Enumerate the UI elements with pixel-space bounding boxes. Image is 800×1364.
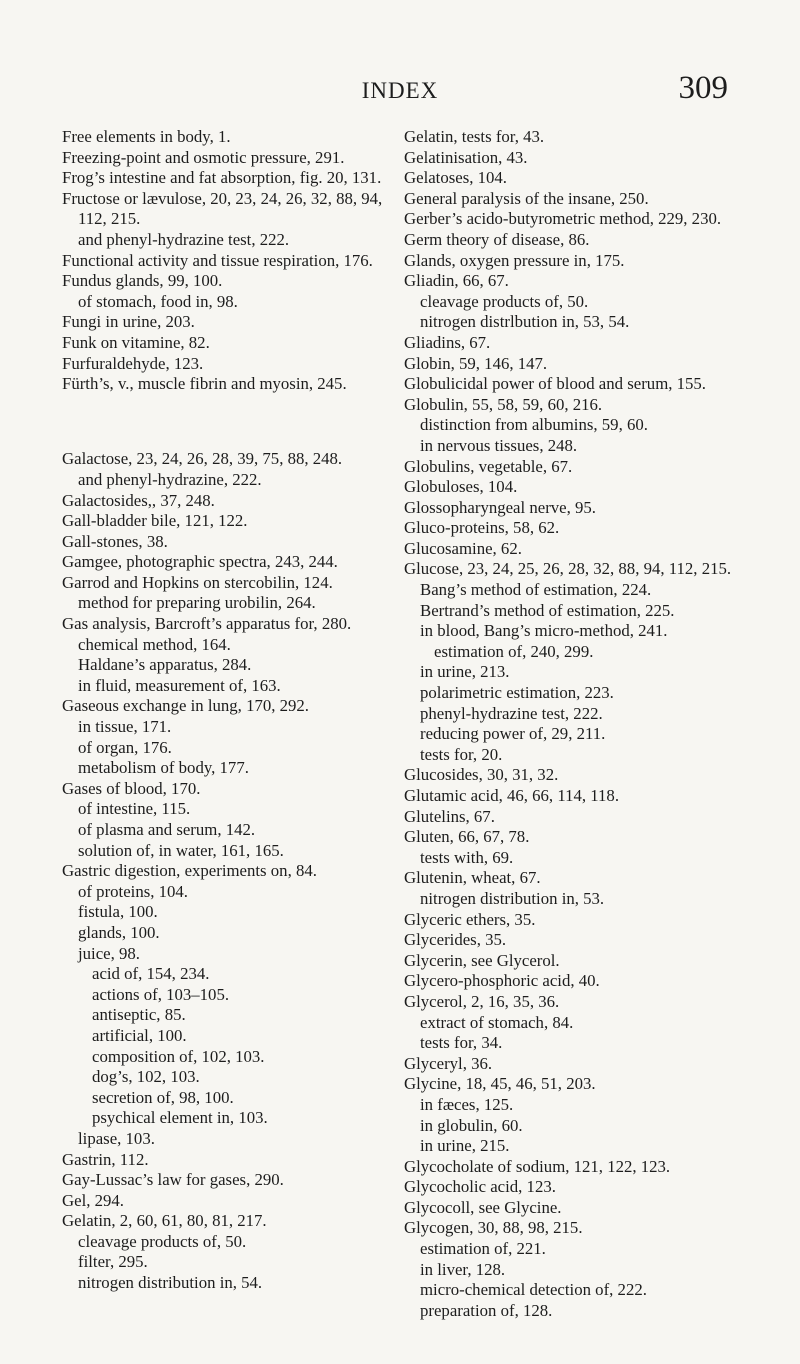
index-subentry: of stomach, food in, 98. [78,291,238,311]
index-entry: Gay-Lussac’s law for gases, 290. [62,1170,284,1190]
index-subentry: Haldane’s apparatus, 284. [78,655,252,675]
index-entry: Globulin, 55, 58, 59, 60, 216. [404,394,603,414]
index-subentry: Bertrand’s method of estimation, 225. [420,600,675,620]
index-entry: General paralysis of the insane, 250. [404,188,649,208]
index-entry: Glucose, 23, 24, 25, 26, 28, 32, 88, 94, 112, 215. [404,559,732,579]
index-subentry: tests with, 69. [420,847,514,867]
index-subentry: antiseptic, 85. [92,1005,186,1025]
index-entry: Globin, 59, 146, 147. [404,353,548,373]
index-subentry: in fluid, measurement of, 163. [78,675,281,695]
index-subentry: of plasma and serum, 142. [78,820,256,839]
index-entry: Frog’s intestine and fat absorption, fig. 20, 131. [62,168,382,188]
index-entry: Gaseous exchange in lung, 170, 292. [62,696,310,716]
index-subentry: nitrogen distrlbution in, 53, 54. [420,312,630,332]
index-entry: Galactosides,, 37, 248. [62,490,215,510]
index-entry: Gerber’s acido-butyrometric method, 229, 230. [404,209,722,229]
index-subentry: distinction from albumins, 59, 60. [420,415,648,435]
index-entry: Glycerides, 35. [404,930,507,950]
index-entry: Freezing-point and osmotic pressure, 291. [62,147,345,167]
index-subentry: of proteins, 104. [78,881,188,901]
index-subentry: in fæces, 125. [420,1094,514,1114]
index-subentry: method for preparing urobilin, 264. [78,593,316,613]
index-entry: Globuloses, 104. [404,477,518,497]
index-entry: Germ theory of disease, 86. [404,229,590,249]
index-entry: Glucosides, 30, 31, 32. [404,765,559,785]
index-entry: Glyceryl, 36. [404,1053,493,1073]
index-entry: Fundus glands, 99, 100. [62,271,223,291]
index-entry: Glycerin, see Glycerol. [404,950,560,970]
index-subentry: of organ, 176. [78,737,172,757]
index-column-right [404,127,774,1321]
section-gap [62,412,414,433]
index-entry: Gelatinisation, 43. [404,147,528,167]
index-entry: Fungi in urine, 203. [62,312,195,332]
index-subentry: in urine, 215. [420,1136,510,1156]
index-subentry: in globulin, 60. [420,1115,523,1135]
index-subentry: nitrogen distribution in, 54. [78,1273,263,1293]
index-column-left [62,127,414,1294]
index-subentry: in blood, Bang’s micro-method, 241. [420,621,668,641]
index-subentry: solution of, in water, 161, 165. [78,840,284,860]
index-subentry: acid of, 154, 234. [92,964,210,984]
index-entry: Garrod and Hopkins on stercobilin, 124. [62,572,333,592]
index-entry: Glycocholic acid, 123. [404,1177,556,1197]
index-entry: Glycero-phosphoric acid, 40. [404,971,600,991]
index-entry: Gas analysis, Barcroft’s apparatus for, 280. [62,614,352,634]
index-subentry: cleavage products of, 50. [78,1231,247,1251]
index-entry: Glossopharyngeal nerve, 95. [404,497,597,517]
running-title: INDEX [361,78,439,103]
index-entry: Funk on vitamine, 82. [62,332,210,352]
index-entry: Gliadin, 66, 67. [404,271,509,291]
index-subentry: secretion of, 98, 100. [92,1087,234,1107]
index-subentry: filter, 295. [78,1252,148,1272]
index-entry: Gases of blood, 170. [62,778,201,798]
index-entry: Globulicidal power of blood and serum, 155. [404,374,707,394]
index-subentry: chemical method, 164. [78,634,231,654]
index-subentry: juice, 98. [78,943,140,963]
index-entry: Glucosamine, 62. [404,538,522,558]
index-subentry: preparation of, 128. [420,1300,553,1320]
index-entry: Glutamic acid, 46, 66, 114, 118. [404,786,620,805]
index-subentry: artificial, 100. [92,1025,187,1045]
index-entry: Furfuraldehyde, 123. [62,353,204,373]
index-subentry: in liver, 128. [420,1259,506,1279]
index-subentry: estimation of, 221. [420,1239,546,1259]
index-subentry: phenyl-hydrazine test, 222. [420,703,603,723]
index-entry: Glycocholate of sodium, 121, 122, 123. [404,1156,671,1176]
index-subentry: psychical element in, 103. [92,1108,268,1128]
index-entry: Functional activity and tissue respiration, 176. [62,250,373,270]
index-subentry: tests for, 34. [420,1033,503,1053]
index-entry: Gluco-proteins, 58, 62. [404,518,560,538]
index-entry: Gamgee, photographic spectra, 243, 244. [62,552,338,572]
index-entry: Gastrin, 112. [62,1149,149,1169]
index-subentry: actions of, 103–105. [92,984,230,1004]
index-subentry: glands, 100. [78,922,160,942]
index-subentry: tests for, 20. [420,744,503,764]
index-subentry: Bang’s method of estimation, 224. [420,580,652,600]
index-subentry: reducing power of, 29, 211. [420,724,606,744]
index-entry: Gall-bladder bile, 121, 122. [62,511,248,531]
index-entry: Gelatin, 2, 60, 61, 80, 81, 217. [62,1211,267,1231]
index-entry: Gall-stones, 38. [62,531,168,551]
index-subentry: estimation of, 240, 299. [434,641,594,661]
index-subentry: extract of stomach, 84. [420,1012,574,1032]
index-subentry: polarimetric estimation, 223. [420,683,614,703]
index-subentry: and phenyl-hydrazine, 222. [78,469,262,489]
index-entry: Glycine, 18, 45, 46, 51, 203. [404,1074,596,1094]
index-entry: Glutenin, wheat, 67. [404,868,541,888]
index-entry: Glycocoll, see Glycine. [404,1197,562,1217]
index-subentry: cleavage products of, 50. [420,291,589,311]
index-entry: Fürth’s, v., muscle fibrin and myosin, 245. [62,374,347,394]
index-subentry: in nervous tissues, 248. [420,435,578,455]
index-entry: Fructose or lævulose, 20, 23, 24, 26, 32, 88, 94, 112, 215. [62,188,383,229]
index-entry: Gel, 294. [62,1190,124,1210]
index-entry: Gelatoses, 104. [404,168,507,188]
index-entry: Gluten, 66, 67, 78. [404,827,530,847]
index-entry: Glutelins, 67. [404,806,495,826]
index-entry: Gelatin, tests for, 43. [404,127,545,146]
index-entry: Galactose, 23, 24, 26, 28, 39, 75, 88, 248. [62,449,343,469]
index-subentry: of intestine, 115. [78,799,191,819]
index-subentry: dog’s, 102, 103. [92,1067,200,1087]
index-entry: Globulins, vegetable, 67. [404,456,573,476]
index-subentry: nitrogen distribution in, 53. [420,888,605,908]
index-subentry: composition of, 102, 103. [92,1046,265,1066]
page-header [0,70,800,110]
index-entry: Glycerol, 2, 16, 35, 36. [404,991,560,1011]
index-subentry: in urine, 213. [420,662,510,682]
index-subentry: metabolism of body, 177. [78,758,249,778]
index-subentry: and phenyl-hydrazine test, 222. [78,229,290,249]
index-entry: Free elements in body, 1. [62,127,231,146]
index-entry: Gliadins, 67. [404,332,491,352]
index-entry: Glands, oxygen pressure in, 175. [404,250,625,270]
index-entry: Glyceric ethers, 35. [404,909,536,929]
index-entry: Glycogen, 30, 88, 98, 215. [404,1218,583,1238]
index-subentry: fistula, 100. [78,902,158,922]
page-number: 309 [678,70,728,106]
index-entry: Gastric digestion, experiments on, 84. [62,861,317,881]
index-subentry: lipase, 103. [78,1128,155,1148]
index-subentry: in tissue, 171. [78,717,172,737]
index-subentry: micro-chemical detection of, 222. [420,1280,647,1300]
